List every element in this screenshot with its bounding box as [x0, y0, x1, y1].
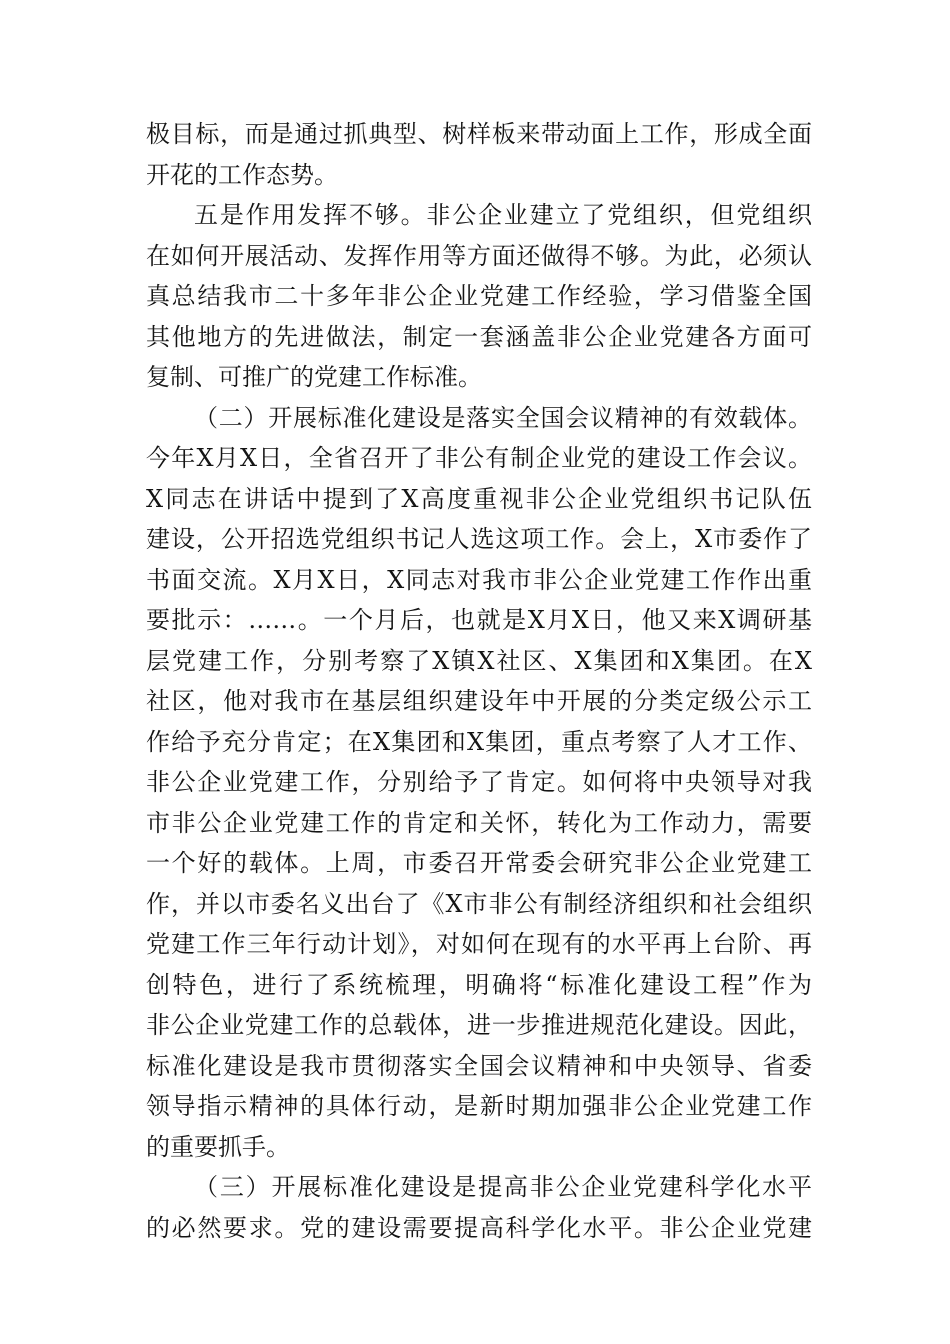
text-line: 非公企业党建工作的总载体，进一步推进规范化建设。因此，: [146, 1011, 812, 1039]
paragraph-first-line: 五是作用发挥不够。非公企业建立了党组织，但党组织: [194, 201, 812, 229]
section-heading-line: （二）开展标准化建设是落实全国会议精神的有效载体。: [194, 403, 812, 432]
document-body: [146, 114, 812, 1248]
text-line: 在如何开展活动、发挥作用等方面还做得不够。为此，必须认: [146, 241, 812, 270]
section-heading-line: （三）开展标准化建设是提高非公企业党建科学化水平: [194, 1173, 812, 1201]
text-line: 其他地方的先进做法，制定一套涵盖非公企业党建各方面可: [146, 322, 812, 351]
text-line: 建设，公开招选党组织书记人选这项工作。会上，X市委作了: [146, 525, 812, 553]
text-line: 极目标，而是通过抓典型、树样板来带动面上工作，形成全面: [146, 120, 812, 148]
text-line: 创特色，进行了系统梳理，明确将“标准化建设工程”作为: [146, 970, 812, 999]
text-line: 的重要抓手。: [146, 1132, 290, 1161]
text-line: 真总结我市二十多年非公企业党建工作经验，学习借鉴全国: [146, 282, 812, 310]
text-line: 层党建工作，分别考察了X镇X社区、X集团和X集团。在X: [146, 646, 812, 675]
text-line: 开花的工作态势。: [146, 160, 338, 189]
text-line: 的必然要求。党的建设需要提高科学化水平。非公企业党建: [146, 1213, 812, 1242]
text-line: 标准化建设是我市贯彻落实全国会议精神和中央领导、省委: [146, 1051, 812, 1080]
text-line: 复制、可推广的党建工作标准。: [146, 363, 482, 391]
text-line: 书面交流。X月X日，X同志对我市非公企业党建工作作出重: [146, 565, 812, 594]
text-line: X同志在讲话中提到了X高度重视非公企业党组织书记队伍: [146, 484, 812, 513]
text-line: 今年X月X日，全省召开了非公有制企业党的建设工作会议。: [146, 444, 812, 472]
text-line: 作给予充分肯定；在X集团和X集团，重点考察了人才工作、: [146, 727, 812, 756]
text-line: 非公企业党建工作，分别给予了肯定。如何将中央领导对我: [146, 768, 812, 796]
text-line: 要批示：……。一个月后，也就是X月X日，他又来X调研基: [146, 606, 812, 634]
text-line: 作，并以市委名义出台了《X市非公有制经济组织和社会组织: [146, 889, 812, 918]
text-line: 一个好的载体。上周，市委召开常委会研究非公企业党建工: [146, 849, 812, 877]
text-line: 市非公企业党建工作的肯定和关怀，转化为工作动力，需要: [146, 808, 812, 837]
text-line: 社区，他对我市在基层组织建设年中开展的分类定级公示工: [146, 687, 812, 715]
text-line: 领导指示精神的具体行动，是新时期加强非公企业党建工作: [146, 1092, 812, 1120]
text-line: 党建工作三年行动计划》，对如何在现有的水平再上台阶、再: [146, 930, 812, 958]
